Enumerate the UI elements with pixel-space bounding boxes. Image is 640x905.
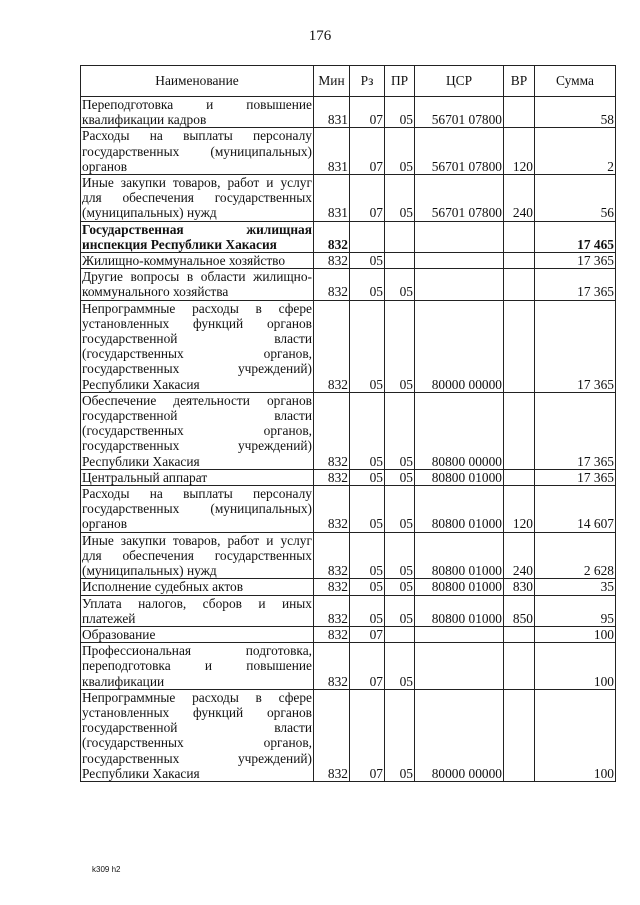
cell-csr: 80800 01000 [415,486,504,533]
cell-min: 832 [314,579,350,595]
cell-sum: 100 [535,643,616,690]
cell-min: 832 [314,392,350,469]
cell-sum: 100 [535,689,616,781]
cell-min: 832 [314,300,350,392]
table-row [81,97,616,128]
cell-name: Непрограммные расходы в сфере установленных функций органов государственной власти (государственных органов, государственных учреждений) Республики Хакасия [82,300,312,392]
page-number: 176 [308,28,332,44]
cell-pr: 05 [385,643,415,690]
table-row [81,300,616,392]
cell-pr: 05 [385,175,415,222]
cell-min: 832 [314,469,350,485]
cell-sum: 56 [535,175,616,222]
table-body [81,97,616,782]
cell-sum: 17 365 [535,392,616,469]
table-row [81,643,616,690]
cell-sum: 17 365 [535,269,616,300]
cell-vr [504,300,535,392]
cell-name: Профессиональная подготовка, переподготовка и повышение квалификации [82,643,312,689]
cell-vr [504,469,535,485]
cell-min: 832 [314,486,350,533]
cell-name: Образование [81,626,314,642]
cell-name: Расходы на выплаты персоналу государственных (муниципальных) органов [82,486,312,532]
cell-csr: 80800 01000 [415,579,504,595]
cell-sum: 17 465 [535,221,616,252]
header-rz: Рз [350,66,385,97]
cell-sum: 14 607 [535,486,616,533]
cell-rz: 07 [350,175,385,222]
table-row [81,392,616,469]
cell-pr: 05 [385,579,415,595]
cell-vr [504,253,535,269]
cell-vr [504,221,535,252]
cell-sum: 100 [535,626,616,642]
header-sum: Сумма [535,66,616,97]
cell-rz: 05 [350,300,385,392]
cell-vr: 850 [504,595,535,626]
table-row [81,595,616,626]
cell-name: Другие вопросы в области жилищно-коммунального хозяйства [82,269,312,300]
cell-min: 832 [314,253,350,269]
cell-csr [415,269,504,300]
cell-pr: 05 [385,392,415,469]
cell-sum: 58 [535,97,616,128]
cell-min: 831 [314,128,350,175]
cell-min: 831 [314,97,350,128]
cell-rz: 05 [350,469,385,485]
cell-rz: 07 [350,128,385,175]
cell-rz: 07 [350,689,385,781]
cell-vr [504,97,535,128]
cell-name: Расходы на выплаты персоналу государственных (муниципальных) органов [82,128,312,174]
cell-vr: 120 [504,128,535,175]
cell-name: Непрограммные расходы в сфере установленных функций органов государственной власти (государственных органов, государственных учреждений) Республики Хакасия [82,689,312,781]
cell-rz: 05 [350,253,385,269]
cell-sum: 17 365 [535,253,616,269]
cell-csr [415,253,504,269]
header-csr: ЦСР [415,66,504,97]
cell-pr [385,253,415,269]
cell-name: Переподготовка и повышение квалификации кадров [82,97,312,128]
cell-vr: 240 [504,175,535,222]
cell-sum: 17 365 [535,469,616,485]
cell-sum: 2 [535,128,616,175]
cell-csr [415,221,504,252]
cell-pr [385,221,415,252]
cell-name: Уплата налогов, сборов и иных платежей [82,595,312,626]
cell-vr [504,643,535,690]
cell-min: 832 [314,221,350,252]
table-row [81,175,616,222]
cell-csr: 80000 00000 [415,300,504,392]
table-row [81,221,616,252]
cell-vr [504,392,535,469]
cell-name: Обеспечение деятельности органов государственной власти (государственных органов, государственных учреждений) Республики Хакасия [82,392,312,469]
cell-name: Государственная жилищная инспекция Республики Хакасия [82,221,312,252]
cell-min: 832 [314,269,350,300]
cell-csr: 56701 07800 [415,175,504,222]
table-row [81,626,616,642]
cell-min: 832 [314,689,350,781]
table-row [81,253,616,269]
cell-name: Исполнение судебных актов [81,579,314,595]
cell-min: 832 [314,626,350,642]
table-row [81,269,616,300]
cell-sum: 35 [535,579,616,595]
table-row [81,532,616,579]
cell-vr: 830 [504,579,535,595]
cell-pr: 05 [385,469,415,485]
table-row [81,128,616,175]
cell-rz [350,221,385,252]
cell-csr: 80800 01000 [415,532,504,579]
cell-min: 832 [314,595,350,626]
cell-vr [504,626,535,642]
cell-name: Иные закупки товаров, работ и услуг для обеспечения государственных (муниципальных) нужд [82,532,312,579]
cell-csr [415,643,504,690]
table-row [81,469,616,485]
cell-min: 831 [314,175,350,222]
footer-code: k309 h2 [92,865,121,874]
cell-pr: 05 [385,128,415,175]
cell-min: 832 [314,532,350,579]
cell-pr: 05 [385,689,415,781]
cell-sum: 17 365 [535,300,616,392]
cell-csr: 80800 01000 [415,469,504,485]
cell-pr: 05 [385,300,415,392]
header-vr: ВР [504,66,535,97]
cell-csr: 80800 00000 [415,392,504,469]
cell-pr: 05 [385,532,415,579]
cell-vr [504,689,535,781]
cell-pr: 05 [385,269,415,300]
cell-min: 832 [314,643,350,690]
cell-rz: 05 [350,486,385,533]
cell-vr: 240 [504,532,535,579]
cell-rz: 05 [350,579,385,595]
header-pr: ПР [385,66,415,97]
cell-sum: 95 [535,595,616,626]
cell-pr: 05 [385,97,415,128]
cell-csr: 80800 01000 [415,595,504,626]
cell-rz: 05 [350,595,385,626]
header-name: Наименование [81,66,314,97]
cell-pr [385,626,415,642]
cell-name: Центральный аппарат [81,469,314,485]
budget-table [80,65,616,782]
cell-csr [415,626,504,642]
cell-vr [504,269,535,300]
cell-rz: 07 [350,97,385,128]
cell-csr: 56701 07800 [415,128,504,175]
cell-pr: 05 [385,595,415,626]
cell-name: Иные закупки товаров, работ и услуг для обеспечения государственных (муниципальных) нужд [82,175,312,221]
cell-rz: 05 [350,392,385,469]
cell-rz: 07 [350,643,385,690]
cell-vr: 120 [504,486,535,533]
cell-sum: 2 628 [535,532,616,579]
table-row [81,689,616,781]
cell-rz: 07 [350,626,385,642]
header-min: Мин [314,66,350,97]
cell-pr: 05 [385,486,415,533]
table-header-row [81,66,616,97]
cell-csr: 80000 00000 [415,689,504,781]
table-row [81,486,616,533]
cell-rz: 05 [350,532,385,579]
cell-rz: 05 [350,269,385,300]
cell-csr: 56701 07800 [415,97,504,128]
cell-name: Жилищно-коммунальное хозяйство [81,253,314,269]
table-row [81,579,616,595]
